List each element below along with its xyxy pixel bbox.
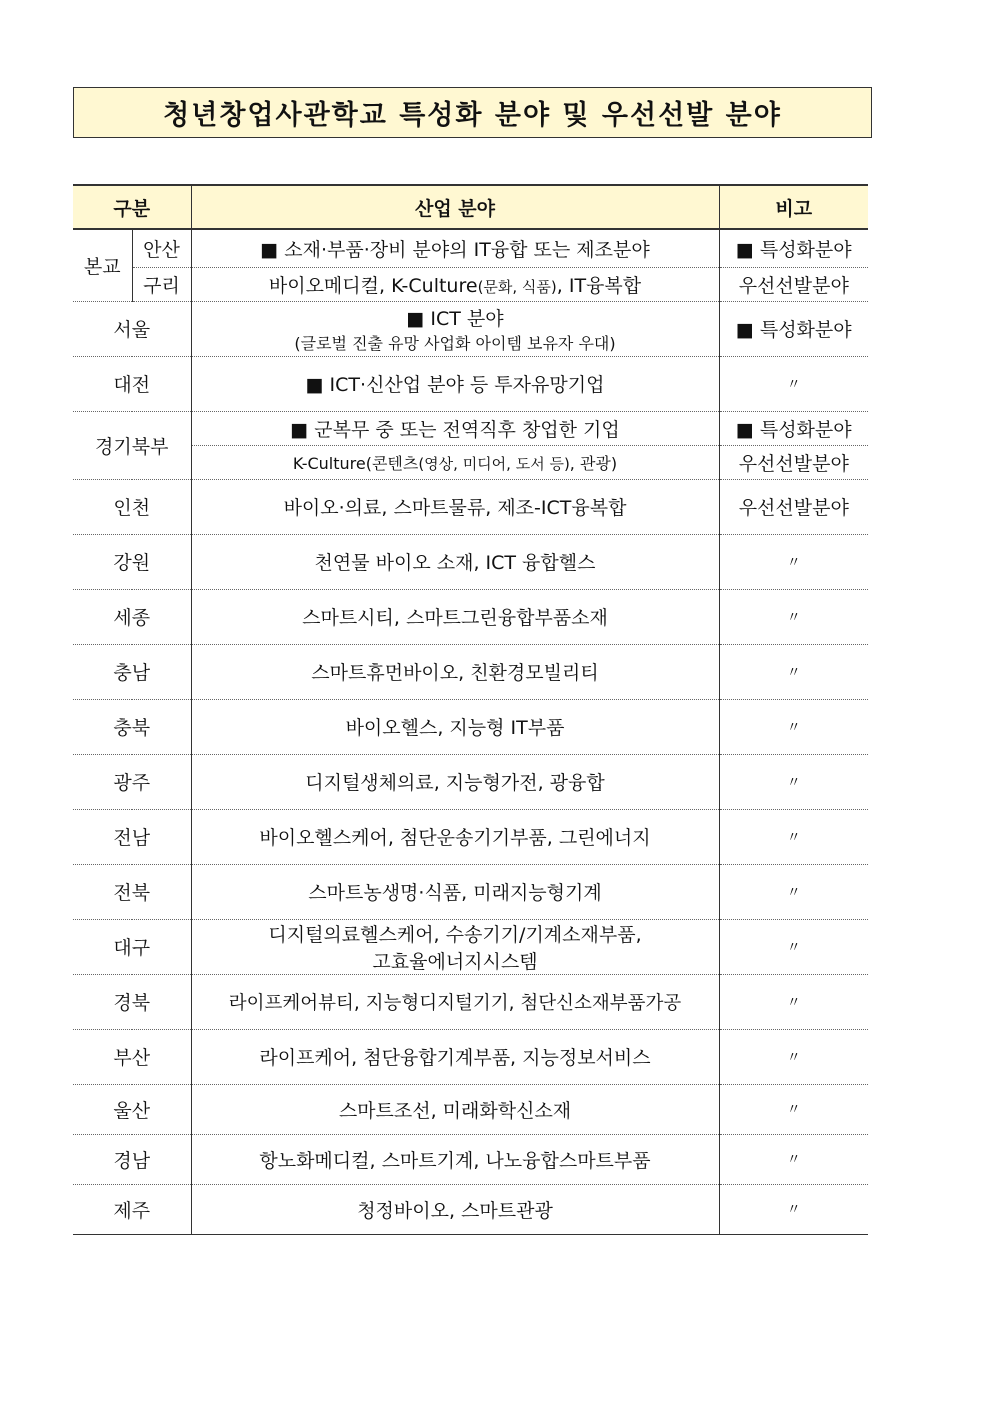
table-row [73,1084,868,1134]
table-row [73,809,868,864]
industry-line: ■ ICT 분야 [406,307,504,330]
industry-cell [191,445,719,479]
table-row [73,267,868,301]
industry-text-tail: , IT융복합 [556,274,642,297]
table-row [73,644,868,699]
industry-cell: 바이오헬스, 지능형 IT부품 [191,699,719,754]
region-cell: 강원 [73,534,191,589]
table-row [73,411,868,445]
page-title: 청년창업사관학교 특성화 분야 및 우선선발 분야 [163,100,782,131]
remark-cell: 〃 [719,699,868,754]
subregion-cell: 안산 [132,229,191,267]
industry-cell: 천연물 바이오 소재, ICT 융합헬스 [191,534,719,589]
industry-line: 디지털의료헬스케어, 수송기기/기계소재부품, [268,923,642,946]
industry-cell: ■ 소재·부품·장비 분야의 IT융합 또는 제조분야 [191,229,719,267]
region-cell: 충북 [73,699,191,754]
remark-cell: 우선선발분야 [719,479,868,534]
table-row [73,479,868,534]
remark-cell: 〃 [719,1084,868,1134]
region-cell: 세종 [73,589,191,644]
remark-cell: 〃 [719,1029,868,1084]
industry-text-tail: , 관광) [569,453,618,473]
industry-cell [191,919,719,974]
industry-cell: 라이프케어뷰티, 지능형디지털기기, 첨단신소재부품가공 [191,974,719,1029]
table-row [73,974,868,1029]
title-box [73,87,872,138]
region-cell: 인천 [73,479,191,534]
industry-note: (영상, 미디어, 도서 등) [418,454,570,473]
industry-cell: 스마트휴먼바이오, 친환경모빌리티 [191,644,719,699]
industry-cell: 항노화메디컬, 스마트기계, 나노융합스마트부품 [191,1134,719,1184]
table-row [73,229,868,267]
region-cell: 본교 [73,229,132,301]
region-cell: 경북 [73,974,191,1029]
industry-cell: ■ 군복무 중 또는 전역직후 창업한 기업 [191,411,719,445]
region-cell: 울산 [73,1084,191,1134]
region-cell: 서울 [73,301,191,356]
industry-note: (문화, 식품) [477,277,557,296]
remark-cell: 〃 [719,754,868,809]
industry-cell: 바이오헬스케어, 첨단운송기기부품, 그린에너지 [191,809,719,864]
header-region: 구분 [73,185,191,229]
region-cell: 충남 [73,644,191,699]
table-row [73,1184,868,1234]
table-row [73,919,868,974]
industry-text: K-Culture(콘텐츠 [292,453,419,473]
remark-cell: 〃 [719,1184,868,1234]
remark-cell: 〃 [719,534,868,589]
industry-text: 바이오메디컬, K-Culture [268,274,478,297]
remark-cell: ■ 특성화분야 [719,411,868,445]
table-row [73,445,868,479]
remark-cell: ■ 특성화분야 [719,301,868,356]
header-remark: 비고 [719,185,868,229]
table-row [73,1134,868,1184]
remark-cell: 〃 [719,974,868,1029]
industry-cell: 바이오·의료, 스마트물류, 제조-ICT융복합 [191,479,719,534]
table-row [73,589,868,644]
industry-cell: 디지털생체의료, 지능형가전, 광융합 [191,754,719,809]
industry-cell: 스마트조선, 미래화학신소재 [191,1084,719,1134]
remark-cell: 〃 [719,809,868,864]
table-row [73,754,868,809]
table-row [73,864,868,919]
industry-cell: ■ ICT·신산업 분야 등 투자유망기업 [191,356,719,411]
industry-cell: 스마트농생명·식품, 미래지능형기계 [191,864,719,919]
industry-note: (글로벌 진출 유망 사업화 아이템 보유자 우대) [294,333,616,353]
region-cell: 전남 [73,809,191,864]
subregion-cell: 구리 [132,267,191,301]
remark-cell: 우선선발분야 [719,267,868,301]
table-row [73,699,868,754]
industry-cell [191,267,719,301]
remark-cell: 〃 [719,589,868,644]
remark-cell: ■ 특성화분야 [719,229,868,267]
region-cell: 대구 [73,919,191,974]
remark-cell: 〃 [719,919,868,974]
region-cell: 제주 [73,1184,191,1234]
remark-cell: 〃 [719,644,868,699]
header-industry: 산업 분야 [191,185,719,229]
industry-line: 고효율에너지시스템 [372,950,538,973]
remark-cell: 우선선발분야 [719,445,868,479]
table-row [73,1029,868,1084]
industry-cell: 스마트시티, 스마트그린융합부품소재 [191,589,719,644]
table-row [73,534,868,589]
region-cell: 경남 [73,1134,191,1184]
region-cell: 부산 [73,1029,191,1084]
region-cell: 경기북부 [73,411,191,479]
industry-table [73,184,868,1235]
remark-cell: 〃 [719,864,868,919]
industry-cell: 라이프케어, 첨단융합기계부품, 지능정보서비스 [191,1029,719,1084]
remark-cell: 〃 [719,356,868,411]
region-cell: 대전 [73,356,191,411]
region-cell: 광주 [73,754,191,809]
region-cell: 전북 [73,864,191,919]
industry-cell: 청정바이오, 스마트관광 [191,1184,719,1234]
industry-cell [191,301,719,356]
remark-cell: 〃 [719,1134,868,1184]
table-row [73,301,868,356]
table-row [73,356,868,411]
table-header-row [73,185,868,229]
